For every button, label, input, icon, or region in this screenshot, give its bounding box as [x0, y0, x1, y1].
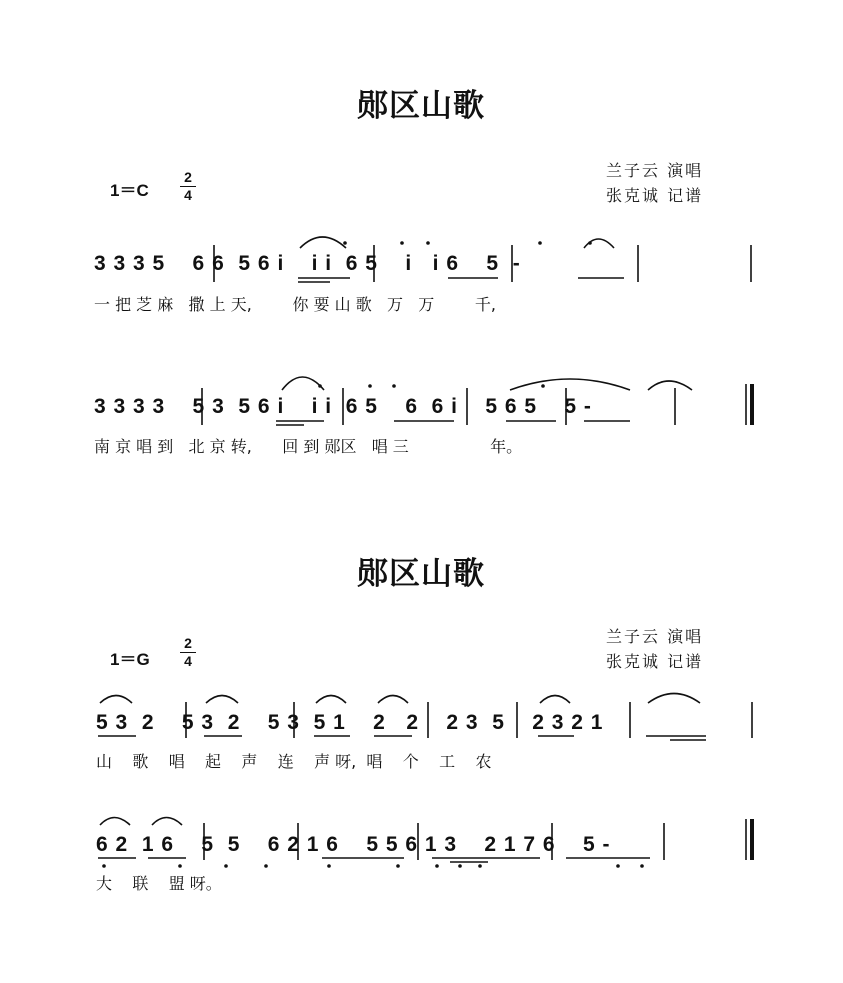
- slur: [648, 381, 692, 390]
- transcriber-credit: 张克诚 记谱: [606, 186, 704, 205]
- time-signature-top: 2: [184, 169, 192, 185]
- octave-dot: [588, 241, 592, 245]
- slur: [316, 696, 346, 704]
- time-signature-bottom: 4: [184, 653, 192, 669]
- octave-dot: [400, 241, 404, 245]
- octave-dot: [264, 864, 268, 868]
- performer-credit: 兰子云 演唱: [606, 161, 704, 180]
- time-signature-top: 2: [184, 635, 192, 651]
- octave-dot: [224, 864, 228, 868]
- lyrics-line: 南 京 唱 到 北 京 转, 回 到 郧区 唱 三 年。: [94, 437, 523, 456]
- song-title: 郧区山歌: [357, 556, 485, 592]
- notation-line: 3 3 3 5 6 6 5 6 i i i 6 5 i i 6 5 -: [94, 252, 521, 275]
- octave-dot: [458, 864, 462, 868]
- octave-dot: [396, 864, 400, 868]
- slur: [510, 379, 630, 390]
- octave-dot: [343, 241, 347, 245]
- octave-dot: [368, 384, 372, 388]
- lyrics-line: 山 歌 唱 起 声 连 声 呀, 唱 个 工 农: [96, 752, 492, 771]
- time-signature-bottom: 4: [184, 187, 192, 203]
- slur: [540, 696, 570, 704]
- slur: [206, 696, 238, 704]
- song-title: 郧区山歌: [357, 88, 485, 124]
- slur: [100, 696, 132, 704]
- slur: [152, 818, 182, 826]
- key-signature: 1＝C: [110, 181, 149, 200]
- key-signature: 1＝G: [110, 650, 150, 669]
- lyrics-line: 大 联 盟 呀。: [96, 874, 222, 893]
- performer-credit: 兰子云 演唱: [606, 627, 704, 646]
- slur: [282, 377, 324, 390]
- octave-dot: [392, 384, 396, 388]
- octave-dot: [178, 864, 182, 868]
- notation-line: 5 3 2 5 3 2 5 3 5 1 2 2 2 3 5 2 3 2 1: [96, 711, 604, 734]
- octave-dot: [478, 864, 482, 868]
- octave-dot: [102, 864, 106, 868]
- octave-dot: [426, 241, 430, 245]
- octave-dot: [435, 864, 439, 868]
- notation-line: 6 2 1 6 5 5 6 2 1 6 5 5 6 1 3 2 1 7 6 5 -: [96, 833, 611, 856]
- octave-dot: [538, 241, 542, 245]
- octave-dot: [318, 384, 322, 388]
- lyrics-line: 一 把 芝 麻 撒 上 天, 你 要 山 歌 万 万 千,: [94, 295, 497, 314]
- slur: [378, 696, 408, 704]
- octave-dot: [541, 384, 545, 388]
- octave-dot: [640, 864, 644, 868]
- transcriber-credit: 张克诚 记谱: [606, 652, 704, 671]
- notation-line: 3 3 3 3 5 3 5 6 i i i 6 5 6 6 i 5 6 5 5 -: [94, 395, 592, 418]
- slur: [648, 694, 700, 704]
- slur: [300, 237, 346, 248]
- octave-dot: [327, 864, 331, 868]
- octave-dot: [616, 864, 620, 868]
- slur: [100, 818, 130, 826]
